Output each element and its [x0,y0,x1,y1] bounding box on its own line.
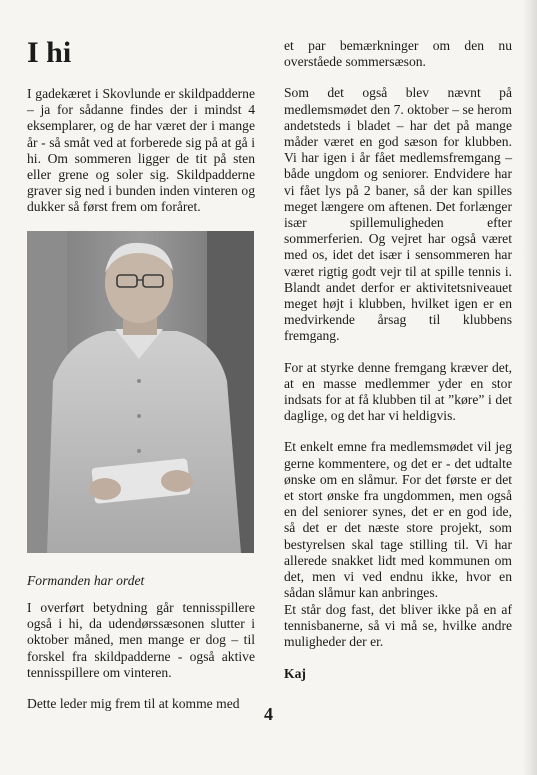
paragraph-continuation: et par bemærkninger om den nu overståede sommersæson. [284,38,512,70]
right-column [284,38,512,682]
signature: Kaj [284,666,306,682]
paragraph-growth: For at styrke denne fremgang kræver det, at en masse medlemmer yder en stor indsats for at få klubben til at ”køre” i det daglige, og det har vi heldigvis. [284,359,512,424]
paragraph-wall-topic: Et enkelt emne fra medlemsmødet vil jeg gerne kommentere, og det er - det udtalte ønske om en slåmur. For det første er det et stort ønske fra ungdommen, men også en del seniorer synes, det er en god ide, så det er det næste store projekt, som bestyrelsen skal tage stilling til. Vi har allerede snakket lidt med kommunen om det, men vi ved endnu ikke, hvor en sådan slåmur kan anbringes. [284,439,512,601]
paragraph-leadin: Dette leder mig frem til at komme med [27,696,240,712]
paragraph-season-review: Som det også blev nævnt på medlemsmødet den 7. oktober – se herom andetsteds i bladet – har det på mange måder været en god sæson for klubben. Vi har igen i år fået medlemsfremgang – både ungdom og seniorer. Endvidere har vi fået lys på 2 baner, så der kan spilles meget længere om aftenen. Det forlænger især spillemuligheden efter sommerferien. Og vejret har også været med os, idet det især i sensommeren har været rigtig godt vejr til at spille tennis i. Blandt andet derfor er aktivitetsniveauet meget højt i klubben, hvilket igen er en medvirkende årsag til klubbens fremgang. [284,85,512,344]
intro-paragraph: I gadekæret i Skovlunde er skildpadderne – ja for sådanne findes der i mindst 4 eksemplarer, og de har været der i mange år - så småt ved at forberede sig på at gå i hi. Om sommeren ligger de tit på sten eller grene og soler sig. Skildpadderne graver sig ned i bunden inden vinteren og dukker så først frem om foråret. [27,86,255,215]
left-column [27,36,255,216]
page-edge-shadow [523,0,537,775]
left-column-lower [27,600,255,712]
paragraph-wall-location: Et står dog fast, det bliver ikke på en af tennisbanerne, så vi må se, hvilke andre muligheder der er. [284,601,512,649]
page-number: 4 [264,704,273,724]
photo-caption: Formanden har ordet [27,573,145,588]
paragraph-tennis-hibernation: I overført betydning går tennisspillere også i hi, da udendørssæsonen slutter i oktober måned, men mange er dog – til forskel fra skildpadderne - også aktive tennisspillere om vinteren. [27,600,255,680]
chairman-photo-image [27,231,254,553]
chairman-photo [27,231,254,553]
article-title: I hi [27,36,72,69]
